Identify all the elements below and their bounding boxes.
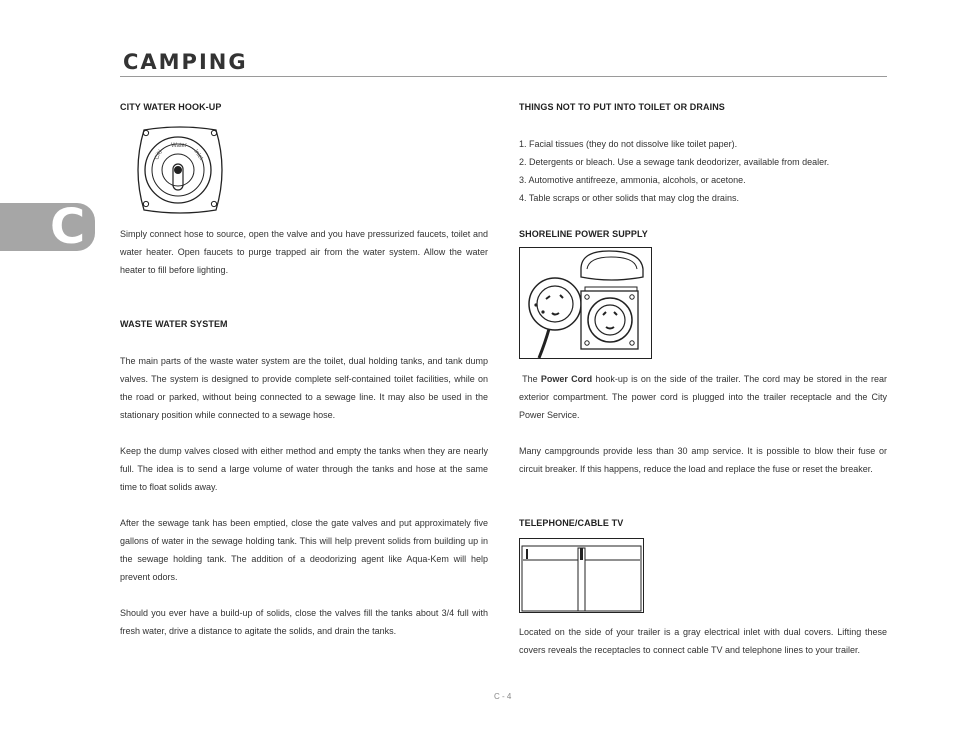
telephone-cable-inlet-figure [519, 538, 644, 613]
section-letter: C [50, 199, 86, 255]
waste-water-paragraph: Keep the dump valves closed with either method and empty the tanks when they are nearly full. The idea is to send a large volume of water through the tanks and hose at the same time to float solids away. [120, 446, 488, 492]
diagram-label-inlet: Inlet [192, 148, 204, 162]
page-title: CAMPING [123, 50, 248, 74]
things-not-list [519, 135, 887, 207]
waste-water-paragraph: After the sewage tank has been emptied, close the gate valves and put approximately five gallons of water in the sewage holding tank. This will help prevent solids from building up in the sewage holding tank. The addition of a deodorizing agent like Aqua-Kem will help prevent odors. [120, 518, 488, 582]
city-water-text: Simply connect hose to source, open the valve and you have pressurized faucets, toilet and water heater. Open faucets to purge trapped air from the water system. Allow the water heater to fill before lighting. [120, 229, 488, 275]
shoreline-paragraph-2: Many campgrounds provide less than 30 amp service. It is possible to blow their fuse or circuit breaker. If this happens, reduce the load and replace the fuse or reset the breaker. [519, 446, 887, 474]
list-item: 2. Detergents or bleach. Use a sewage tank deodorizer, available from dealer. [519, 157, 830, 167]
waste-water-paragraph: Should you ever have a build-up of solids, close the valves fill the tanks about 3/4 full with fresh water, drive a distance to agitate the solids, and drain the tanks. [120, 608, 488, 636]
list-item: 3. Automotive antifreeze, ammonia, alcohols, or acetone. [519, 175, 746, 185]
power-cord-term: Power Cord [540, 374, 593, 384]
city-water-heading: CITY WATER HOOK-UP [120, 102, 222, 112]
diagram-label-water: Water [171, 143, 187, 149]
telephone-heading: TELEPHONE/CABLE TV [519, 518, 624, 528]
page-number: C - 4 [494, 692, 512, 701]
title-divider [120, 76, 887, 77]
waste-water-heading: WASTE WATER SYSTEM [120, 319, 228, 329]
shoreline-heading: SHORELINE POWER SUPPLY [519, 229, 648, 239]
list-item: 1. Facial tissues (they do not dissolve like toilet paper). [519, 139, 738, 149]
section-tab [0, 199, 95, 255]
list-item: 4. Table scraps or other solids that may clog the drains. [519, 193, 739, 203]
waste-water-paragraph: The main parts of the waste water system are the toilet, dual holding tanks, and tank dump valves. The system is designed to provide complete self-contained toilet facilities, while on the road or parked, without being connected to a sewage line. It may also be used in the stationary position while connected to a sewage hose. [120, 356, 488, 420]
shoreline-power-figure [519, 247, 652, 359]
shoreline-paragraph-1: The Power Cord hook-up is on the side of the trailer. The cord may be stored in the rear exterior compartment. The power cord is plugged into the trailer receptacle and the City Power Service. [519, 374, 887, 420]
telephone-text: Located on the side of your trailer is a gray electrical inlet with dual covers. Lifting these covers reveals the receptacles to connect cable TV and telephone lines to your trailer. [519, 627, 887, 655]
diagram-label-city: City [154, 148, 164, 161]
city-water-inlet-figure [130, 124, 230, 216]
things-not-heading: THINGS NOT TO PUT INTO TOILET OR DRAINS [519, 102, 725, 112]
